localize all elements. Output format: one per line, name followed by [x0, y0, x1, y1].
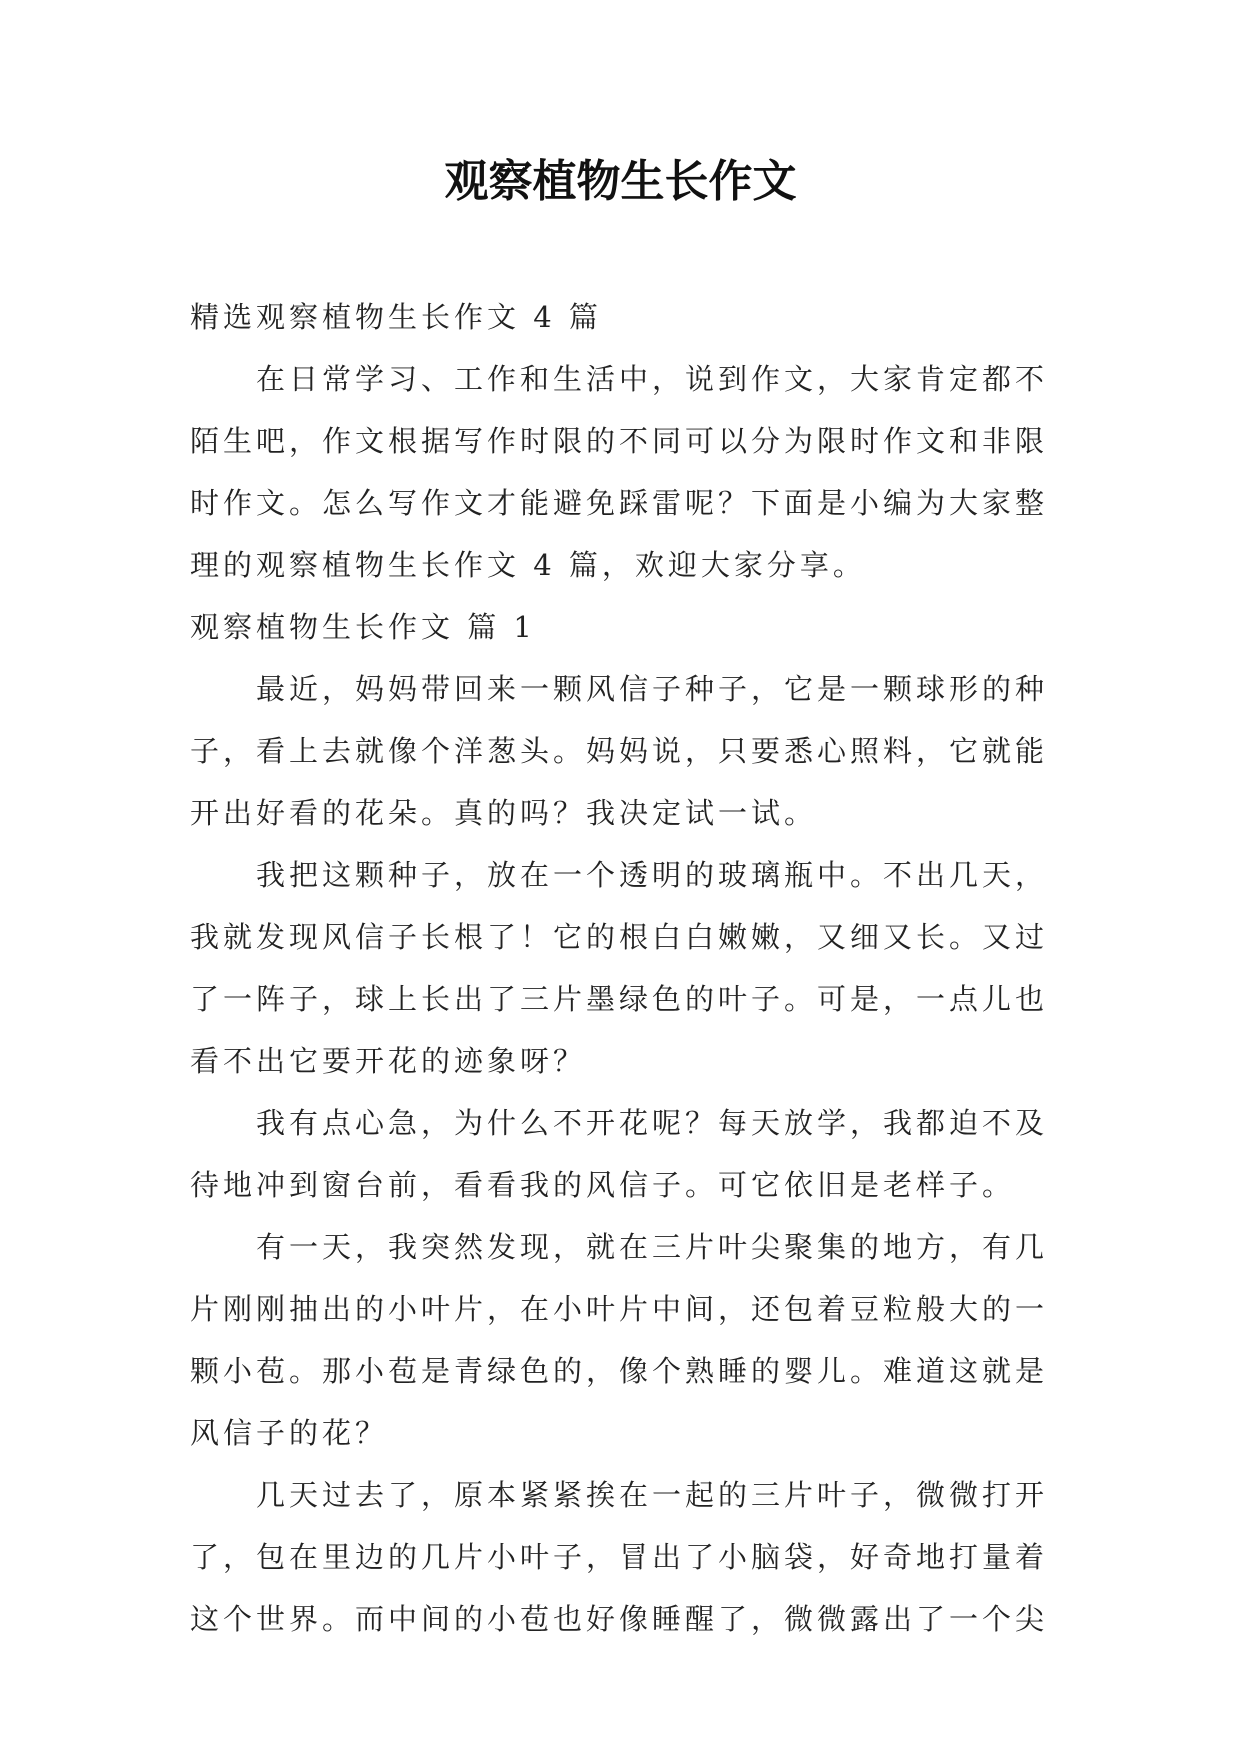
intro-paragraph: 在日常学习、工作和生活中，说到作文，大家肯定都不陌生吧，作文根据写作时限的不同可以分为限时作文和非限时作文。怎么写作文才能避免踩雷呢？下面是小编为大家整理的观察植物生长作文 4 篇，欢迎大家分享。 [190, 362, 1049, 582]
body-paragraph: 最近，妈妈带回来一颗风信子种子，它是一颗球形的种子，看上去就像个洋葱头。妈妈说，只要悉心照料，它就能开出好看的花朵。真的吗？我决定试一试。 [190, 672, 1049, 830]
body-paragraph: 有一天，我突然发现，就在三片叶尖聚集的地方，有几片刚刚抽出的小叶片，在小叶片中间，还包着豆粒般大的一颗小苞。那小苞是青绿色的，像个熟睡的婴儿。难道这就是风信子的花？ [190, 1230, 1049, 1450]
document-subtitle: 精选观察植物生长作文 4 篇 [190, 300, 602, 334]
body-paragraph: 我把这颗种子，放在一个透明的玻璃瓶中。不出几天，我就发现风信子长根了！它的根白白嫩嫩，又细又长。又过了一阵子，球上长出了三片墨绿色的叶子。可是，一点儿也看不出它要开花的迹象呀？ [190, 858, 1049, 1078]
body-paragraph: 几天过去了，原本紧紧挨在一起的三片叶子，微微打开了，包在里边的几片小叶子，冒出了小脑袋，好奇地打量着这个世界。而中间的小苞也好像睡醒了，微微露出了一个尖 [190, 1478, 1049, 1636]
document-body [190, 286, 1052, 1650]
section-heading: 观察植物生长作文 篇 1 [190, 610, 536, 644]
document-title: 观察植物生长作文 [444, 156, 797, 207]
body-paragraph: 我有点心急，为什么不开花呢？每天放学，我都迫不及待地冲到窗台前，看看我的风信子。可它依旧是老样子。 [190, 1106, 1049, 1202]
